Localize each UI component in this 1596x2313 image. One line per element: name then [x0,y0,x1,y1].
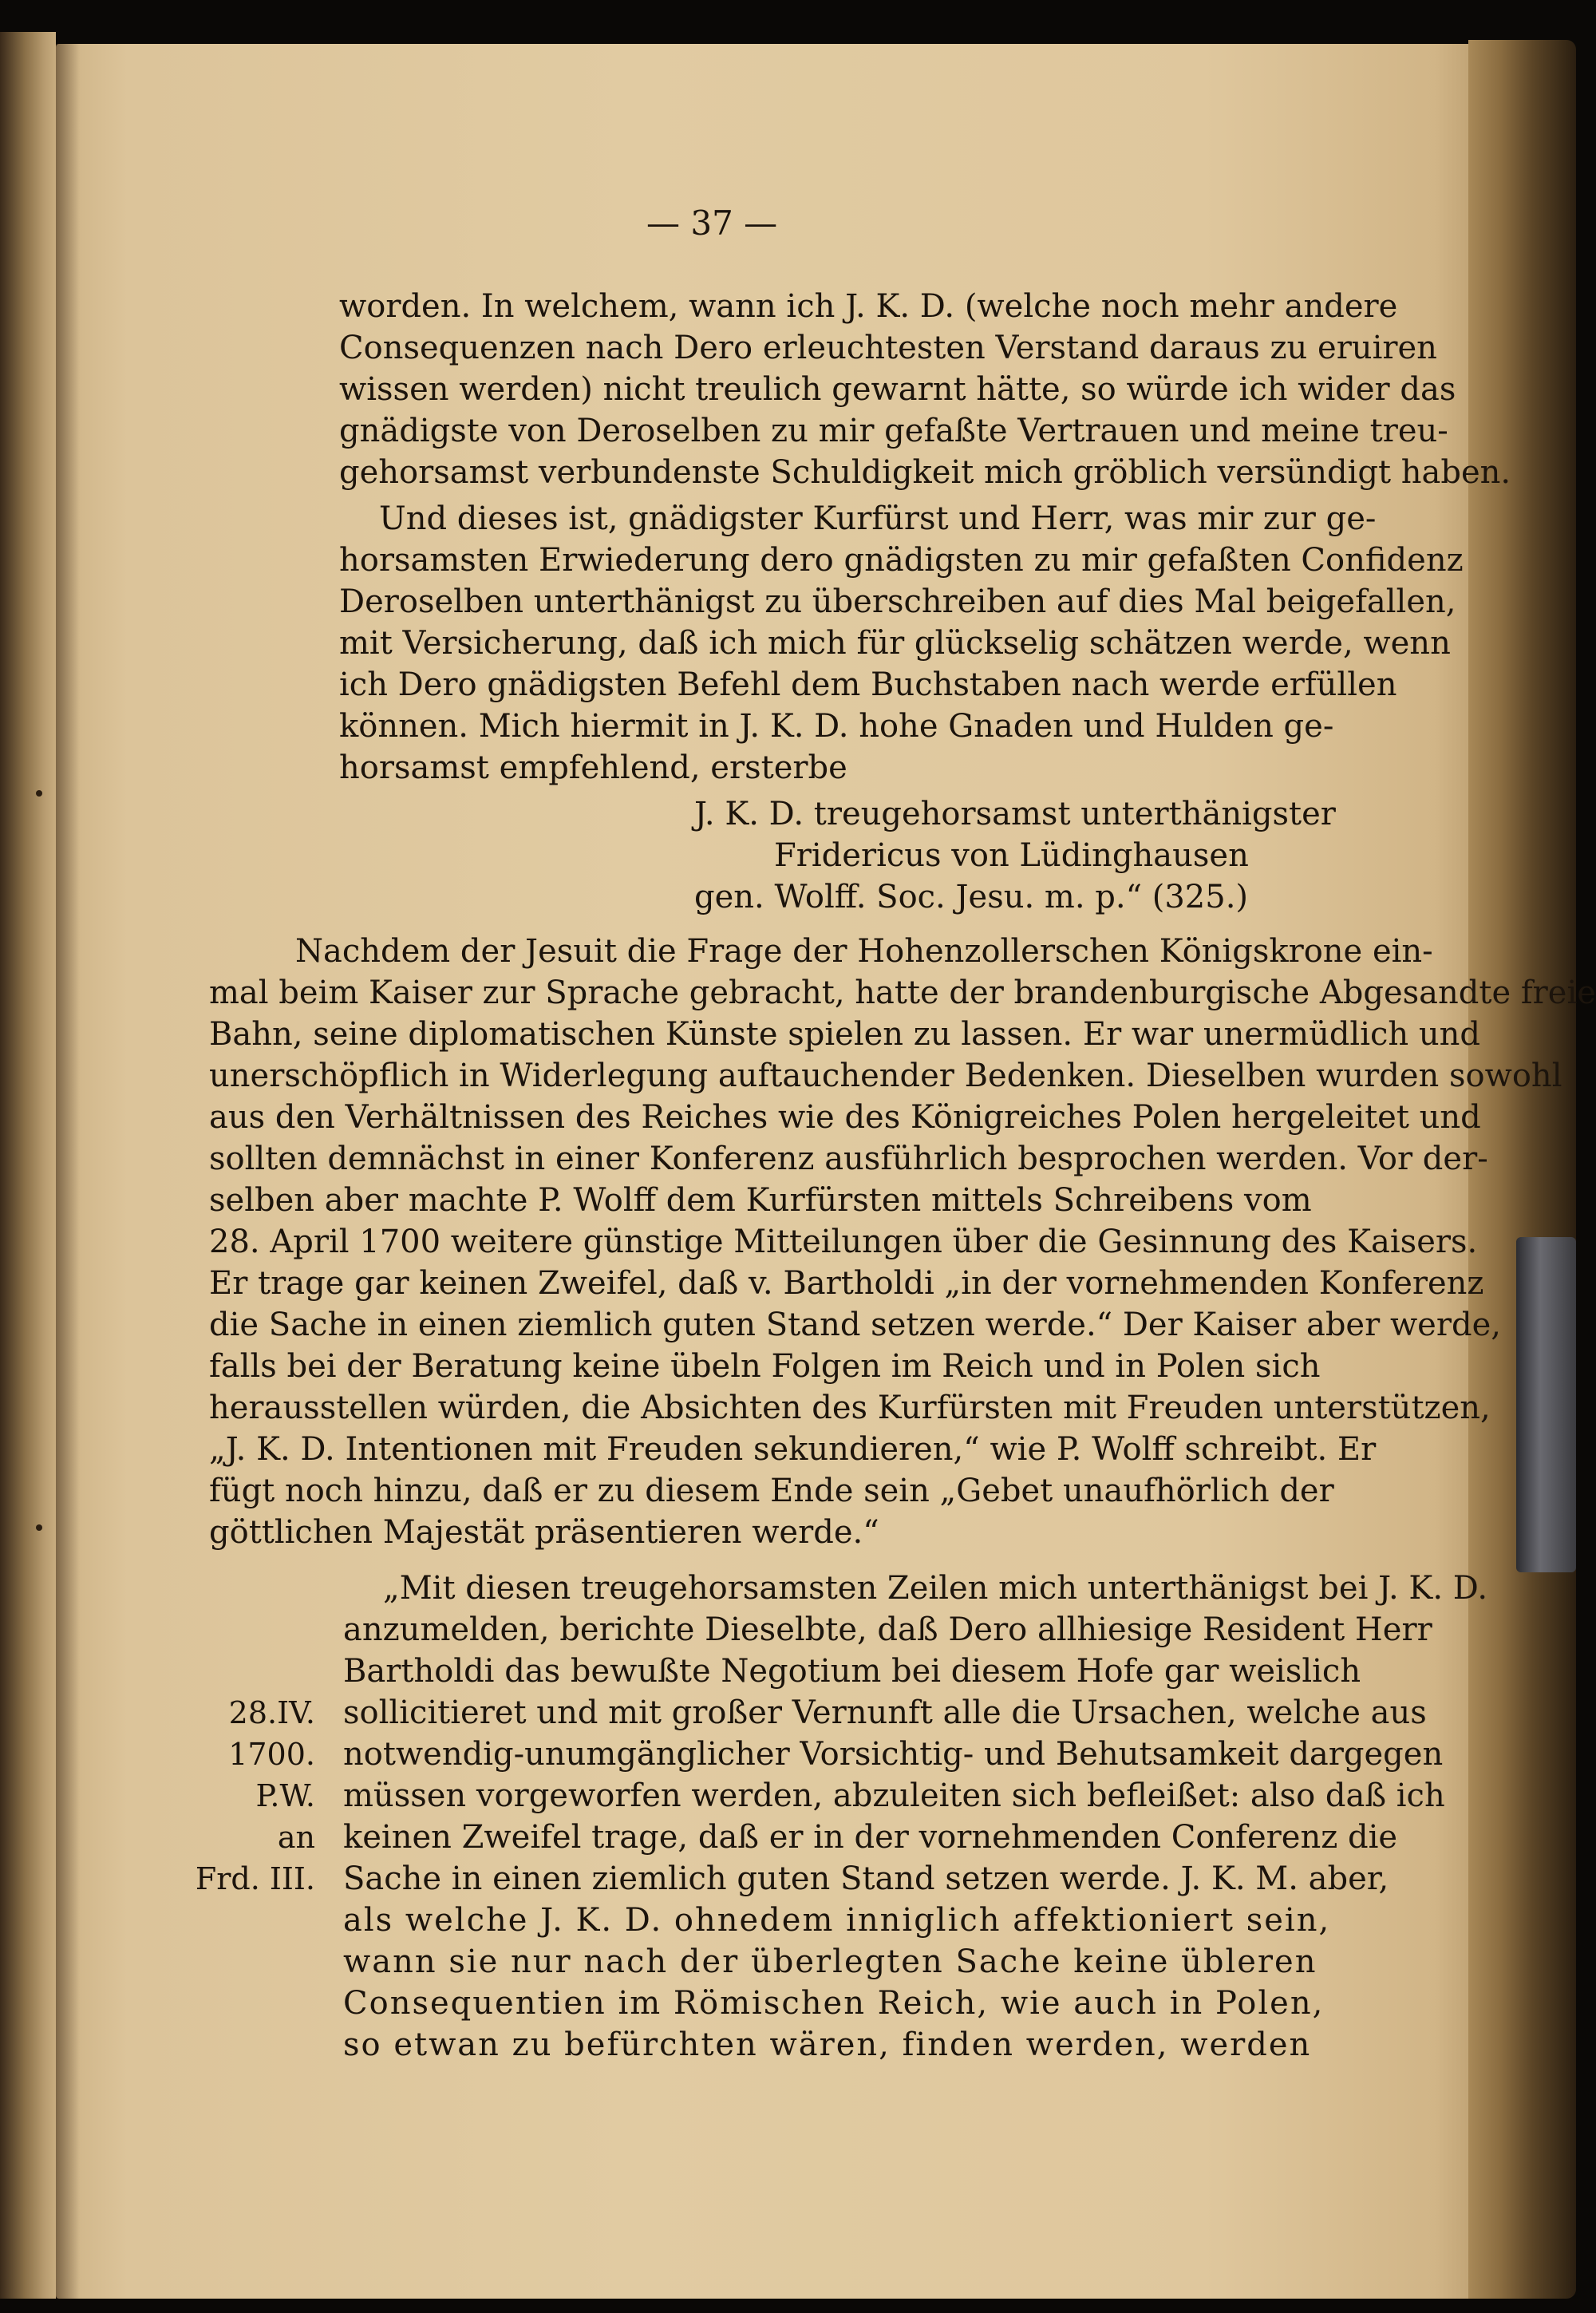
body-line: selben aber machte P. Wolff dem Kurfürsten mittels Schreibens vom [209,1182,1312,1219]
quote-line: keinen Zweifel trage, daß er in der vornehmenden Conferenz die [343,1819,1398,1856]
body-line: Nachdem der Jesuit die Frage der Hohenzollerschen Königskrone ein- [295,933,1433,970]
body-line: falls bei der Beratung keine übeln Folgen im Reich und in Polen sich [209,1348,1321,1385]
quote-line: Sache in einen ziemlich guten Stand setzen werde. J. K. M. aber, [343,1860,1389,1897]
signature-line: J. K. D. treugehorsamst unterthänigster [694,796,1336,832]
signature-line: gen. Wolff. Soc. Jesu. m. p.“ (325.) [694,879,1249,915]
letter-line: gnädigste von Deroselben zu mir gefaßte Vertrauen und meine treu- [339,413,1448,449]
quote-line: als welche J. K. D. ohnedem inniglich affektioniert sein, [343,1902,1331,1939]
letter-line: Deroselben unterthänigst zu überschreiben auf dies Mal beigefallen, [339,583,1456,620]
quote-line: „Mit diesen treugehorsamsten Zeilen mich unterthänigst bei J. K. D. [383,1570,1488,1607]
body-line: sollten demnächst in einer Konferenz ausführlich besprochen werden. Vor der- [209,1141,1488,1177]
quote-line: wann sie nur nach der überlegten Sache keine übleren [343,1943,1317,1980]
body-line: herausstellen würden, die Absichten des Kurfürsten mit Freuden unterstützen, [209,1390,1491,1426]
letter-line: wissen werden) nicht treulich gewarnt hätte, so würde ich wider das [339,371,1456,408]
letter-line: Consequenzen nach Dero erleuchtesten Verstand daraus zu eruiren [339,330,1437,366]
body-line: 28. April 1700 weitere günstige Mitteilungen über die Gesinnung des Kaisers. [209,1224,1478,1260]
body-line: die Sache in einen ziemlich guten Stand setzen werde.“ Der Kaiser aber werde, [209,1307,1501,1343]
letter-line: worden. In welchem, wann ich J. K. D. (welche noch mehr andere [339,288,1398,325]
page-number: — 37 — [646,204,778,243]
letter-line: horsamsten Erwiederung dero gnädigsten zu mir gefaßten Confidenz [339,542,1464,579]
body-line: „J. K. D. Intentionen mit Freuden sekundieren,“ wie P. Wolff schreibt. Er [209,1431,1377,1468]
margin-note-line: an [277,1820,315,1855]
body-line: Bahn, seine diplomatischen Künste spielen zu lassen. Er war unermüdlich und [209,1016,1481,1053]
body-line: aus den Verhältnissen des Reiches wie des Königreiches Polen hergeleitet und [209,1099,1481,1136]
signature-line: Fridericus von Lüdinghausen [774,837,1249,874]
body-line: Er trage gar keinen Zweifel, daß v. Bartholdi „in der vornehmenden Konferenz [209,1265,1484,1302]
letter-line: ich Dero gnädigsten Befehl dem Buchstaben nach werde erfüllen [339,666,1397,703]
body-line: göttlichen Majestät präsentieren werde.“ [209,1514,879,1551]
quote-line: Consequentien im Römischen Reich, wie auch in Polen, [343,1985,1325,2022]
quote-line: müssen vorgeworfen werden, abzuleiten sich befleißet: also daß ich [343,1777,1445,1814]
letter-line: Und dieses ist, gnädigster Kurfürst und Herr, was mir zur ge- [379,500,1377,537]
letter-line: gehorsamst verbundenste Schuldigkeit mich gröblich versündigt haben. [339,454,1511,491]
letter-line: horsamst empfehlend, ersterbe [339,749,847,786]
quote-line: sollicitieret und mit großer Vernunft alle die Ursachen, welche aus [343,1694,1427,1731]
quote-line: notwendig-unumgänglicher Vorsichtig- und Behutsamkeit dargegen [343,1736,1444,1773]
margin-note-line: Frd. III. [195,1861,315,1896]
letter-line: mit Versicherung, daß ich mich für glückselig schätzen werde, wenn [339,625,1451,662]
body-line: fügt noch hinzu, daß er zu diesem Ende sein „Gebet unaufhörlich der [209,1473,1334,1509]
quote-line: Bartholdi das bewußte Negotium bei diesem Hofe gar weislich [343,1653,1361,1690]
margin-note-line: 28.IV. [228,1695,315,1730]
body-line: mal beim Kaiser zur Sprache gebracht, hatte der brandenburgische Abgesandte freie [209,975,1596,1011]
quote-line: so etwan zu befürchten wären, finden werden, werden [343,2026,1312,2063]
margin-note-line: P.W. [255,1778,315,1813]
quote-line: anzumelden, berichte Dieselbte, daß Dero allhiesige Resident Herr [343,1611,1432,1648]
letter-line: können. Mich hiermit in J. K. D. hohe Gnaden und Hulden ge- [339,708,1334,745]
body-line: unerschöpflich in Widerlegung auftauchender Bedenken. Dieselben wurden sowohl [209,1058,1562,1094]
margin-note-line: 1700. [228,1737,315,1772]
